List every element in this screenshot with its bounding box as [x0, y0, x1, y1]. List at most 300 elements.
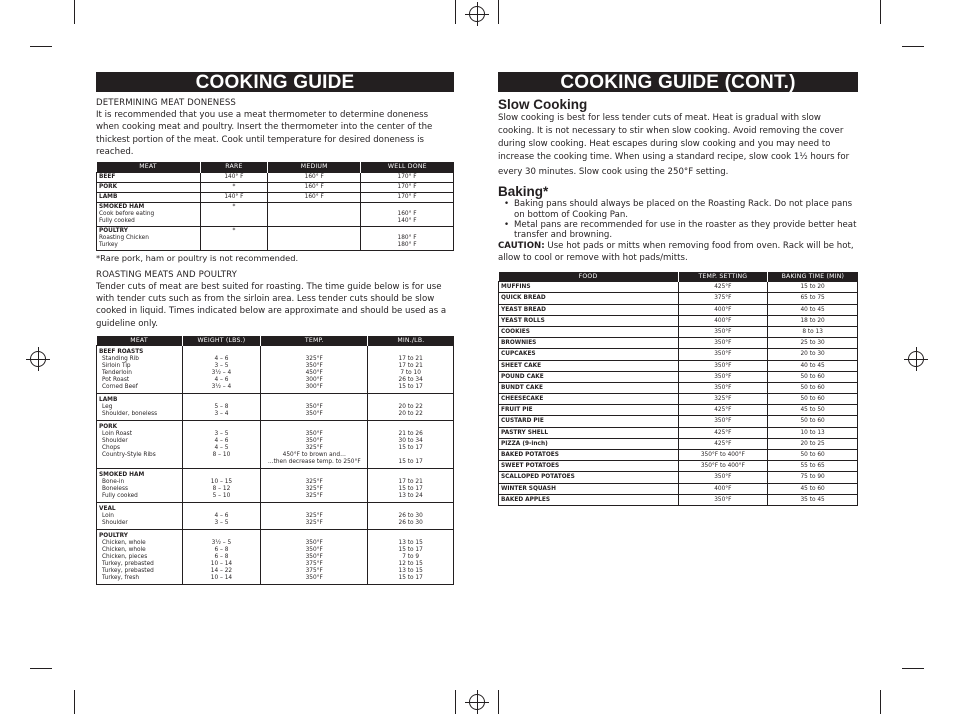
cell-line: 180° F: [397, 234, 417, 241]
cell-line: [370, 424, 451, 431]
right-page: [498, 72, 858, 506]
crop-mark: [74, 690, 75, 714]
cell-line: 140° F: [224, 173, 244, 180]
temp-cell: [261, 530, 368, 585]
cell-line: [203, 218, 266, 225]
item-name: Tenderloin: [102, 370, 132, 377]
baking-time-cell: 40 to 45: [768, 304, 858, 315]
cell-line: 14 – 22: [210, 568, 233, 575]
cell-line: 325°F: [305, 486, 323, 493]
cell-line: Roasting Chicken: [99, 234, 149, 241]
meat-cell: [97, 346, 183, 394]
group-name: POULTRY: [99, 533, 128, 540]
min-per-lb-cell: [368, 530, 454, 585]
cell-line: 4 – 6: [214, 377, 229, 384]
roasting-text: Tender cuts of meat are best suited for roasting. The time guide below is for use with tender cuts such as from the sirloin area. Less tender cuts should be slow cooked in liquid. Times indicated below are approximate and should be used as a guideline only.: [96, 281, 447, 329]
cell-line: [270, 204, 358, 211]
cell-line: 170° F: [397, 173, 417, 180]
baking-time-cell: 35 to 45: [768, 494, 858, 505]
temp-setting-cell: 350°F: [678, 382, 768, 393]
cell-line: 350°F: [305, 363, 323, 370]
column-header: MEDIUM: [268, 162, 361, 172]
item-name: Standing Rib: [102, 356, 139, 363]
table-row: [499, 382, 858, 393]
item-name: Chicken, whole: [102, 540, 146, 547]
table-row: [499, 349, 858, 360]
temp-setting-cell: 350°F: [678, 371, 768, 382]
cell-line: 21 to 26: [398, 431, 423, 438]
baking-time-cell: 75 to 90: [768, 472, 858, 483]
item-name: Fully cooked: [102, 493, 138, 500]
food-cell: WINTER SQUASH: [499, 483, 679, 494]
temp-setting-cell: 350°F: [678, 349, 768, 360]
item-name: Loin: [102, 513, 114, 520]
food-cell: CUSTARD PIE: [499, 416, 679, 427]
item-name: Chicken, pieces: [102, 554, 148, 561]
group-name: SMOKED HAM: [99, 472, 145, 479]
meat-cell: [97, 394, 183, 421]
cell-line: 170° F: [397, 183, 417, 190]
cell-line: 7 to 10: [400, 370, 421, 377]
cell-line: 15 to 17: [398, 384, 423, 391]
baking-time-cell: 15 to 20: [768, 282, 858, 293]
baking-time-cell: 20 to 25: [768, 438, 858, 449]
cell-line: 26 to 34: [398, 377, 423, 384]
cell-line: [185, 424, 259, 431]
food-cell: POUND CAKE: [499, 371, 679, 382]
cell-line: *: [232, 203, 236, 210]
food-cell: SHEET CAKE: [499, 360, 679, 371]
well-done-cell: [361, 192, 454, 202]
cell-line: 15 to 17: [398, 445, 423, 452]
cell-line: [263, 349, 365, 356]
item-name: Turkey, fresh: [102, 575, 140, 582]
weight-cell: [182, 394, 261, 421]
medium-cell: [268, 226, 361, 250]
cell-line: 160° F: [397, 210, 417, 217]
food-cell: PIZZA (9-inch): [499, 438, 679, 449]
page-title: COOKING GUIDE (CONT.): [498, 72, 858, 92]
cell-line: 160° F: [304, 193, 324, 200]
cell-line: 180° F: [397, 241, 417, 248]
table-row: [97, 394, 454, 421]
table-row: [97, 226, 454, 250]
crop-mark: [74, 0, 75, 24]
table-row: [499, 371, 858, 382]
table-row: [499, 483, 858, 494]
doneness-text: It is recommended that you use a meat thermometer to determine doneness when cooking meat and poultry. Insert the thermometer into the center of the thickest portion of the meat. Cook until temperature for desired doneness is reached.: [96, 110, 433, 157]
food-cell: SCALLOPED POTATOES: [499, 472, 679, 483]
cell-line: 26 to 30: [398, 513, 423, 520]
item-name: Bone-in: [102, 479, 125, 486]
table-row: [499, 416, 858, 427]
table-row: [499, 438, 858, 449]
cell-line: [203, 242, 266, 249]
table-row: [97, 192, 454, 202]
temp-setting-cell: 350°F: [678, 338, 768, 349]
cell-line: 15 to 17: [398, 575, 423, 582]
baking-time-cell: 50 to 60: [768, 371, 858, 382]
table-row: [97, 202, 454, 226]
temp-cell: [261, 503, 368, 530]
column-header: FOOD: [499, 272, 679, 282]
min-per-lb-cell: [368, 421, 454, 469]
temp-setting-cell: 350°F to 400°F: [678, 461, 768, 472]
cell-line: 15 to 17: [398, 486, 423, 493]
weight-cell: [182, 469, 261, 503]
table-row: [499, 326, 858, 337]
table-row: [97, 346, 454, 394]
crop-mark: [30, 668, 52, 669]
food-cell: BUNDT CAKE: [499, 382, 679, 393]
group-name: VEAL: [99, 506, 116, 513]
cell-line: 17 to 21: [398, 479, 423, 486]
table-row: [499, 315, 858, 326]
table-row: [97, 469, 454, 503]
cell-line: 160° F: [304, 183, 324, 190]
temp-cell: [261, 394, 368, 421]
cell-line: 4 – 6: [214, 356, 229, 363]
cell-line: 10 – 15: [210, 479, 233, 486]
column-header: MIN./LB.: [368, 336, 454, 346]
caution-text: [498, 240, 858, 265]
medium-cell: [268, 182, 361, 192]
group-name: PORK: [99, 424, 118, 431]
roasting-table: [96, 336, 454, 586]
table-row: [499, 461, 858, 472]
cell-line: 450°F to brown and…: [282, 452, 346, 459]
doneness-note: *Rare pork, ham or poultry is not recommended.: [96, 252, 299, 263]
cell-line: 350°F: [305, 404, 323, 411]
cell-line: 350°F: [305, 431, 323, 438]
cell-line: 325°F: [305, 479, 323, 486]
temp-cell: [261, 346, 368, 394]
meat-cell: [97, 202, 201, 226]
crop-mark: [902, 46, 924, 47]
meat-cell: [97, 192, 201, 202]
baking-bullet-list: [498, 199, 858, 240]
cell-line: [203, 211, 266, 218]
registration-mark-icon: [465, 690, 489, 714]
registration-mark-icon: [26, 347, 50, 371]
baking-time-cell: 10 to 13: [768, 427, 858, 438]
table-row: [499, 282, 858, 293]
item-name: Corned Beef: [102, 384, 138, 391]
baking-heading: Baking*: [498, 184, 549, 200]
table-row: [499, 394, 858, 405]
cell-line: 4 – 5: [214, 445, 229, 452]
temp-cell: [261, 469, 368, 503]
cell-line: 450°F: [305, 370, 323, 377]
min-per-lb-cell: [368, 394, 454, 421]
doneness-table: [96, 162, 454, 251]
food-cell: BAKED APPLES: [499, 494, 679, 505]
cell-line: Turkey: [99, 241, 118, 248]
cell-line: 12 to 15: [398, 561, 423, 568]
min-per-lb-cell: [368, 469, 454, 503]
cell-line: [370, 349, 451, 356]
cell-line: 375°F: [305, 568, 323, 575]
baking-time-cell: 65 to 75: [768, 293, 858, 304]
column-header: MEAT: [97, 336, 183, 346]
cell-line: 5 – 8: [214, 404, 229, 411]
column-header: TEMP.: [261, 336, 368, 346]
table-row: [97, 530, 454, 585]
page-title: COOKING GUIDE: [96, 72, 454, 92]
table-row: [97, 421, 454, 469]
cell-line: 6 – 8: [214, 554, 229, 561]
item-name: Pot Roast: [102, 377, 130, 384]
cell-line: 140° F: [397, 217, 417, 224]
group-name: LAMB: [99, 397, 118, 404]
cell-line: 30 to 34: [398, 438, 423, 445]
temp-setting-cell: 350°F: [678, 360, 768, 371]
food-cell: YEAST ROLLS: [499, 315, 679, 326]
cell-line: [370, 472, 451, 479]
cell-line: [263, 424, 365, 431]
temp-setting-cell: 350°F to 400°F: [678, 450, 768, 461]
cell-line: 17 to 21: [398, 363, 423, 370]
weight-cell: [182, 530, 261, 585]
temp-setting-cell: 350°F: [678, 494, 768, 505]
meat-cell: [97, 421, 183, 469]
cell-line: [185, 506, 259, 513]
cell-line: 8 – 10: [212, 452, 231, 459]
baking-time-cell: 50 to 60: [768, 416, 858, 427]
baking-bullet: • Baking pans should always be placed on the Roasting Rack. Do not place pans on bottom of Cooking Pan.: [498, 199, 858, 219]
baking-time-cell: 8 to 13: [768, 326, 858, 337]
baking-time-cell: 40 to 45: [768, 360, 858, 371]
temp-setting-cell: 425°F: [678, 438, 768, 449]
meat-cell: [97, 182, 201, 192]
item-name: Chops: [102, 445, 120, 452]
cell-line: 3 – 5: [214, 431, 229, 438]
temp-setting-cell: 400°F: [678, 483, 768, 494]
cell-line: 26 to 30: [398, 520, 423, 527]
cell-line: 350°F: [305, 575, 323, 582]
meat-cell: [97, 503, 183, 530]
cell-line: [363, 204, 451, 211]
cell-line: 300°F: [305, 384, 323, 391]
fold-mark: [455, 690, 456, 714]
cell-line: 13 to 15: [398, 540, 423, 547]
column-header: TEMP. SETTING: [678, 272, 768, 282]
cell-line: LAMB: [99, 193, 118, 200]
cell-line: 3½ – 4: [211, 370, 232, 377]
food-cell: BROWNIES: [499, 338, 679, 349]
baking-time-cell: 25 to 30: [768, 338, 858, 349]
cell-line: [270, 218, 358, 225]
cell-line: 10 – 14: [210, 575, 233, 582]
cell-line: 3 – 5: [214, 363, 229, 370]
meat-cell: [97, 226, 201, 250]
cell-line: 7 to 9: [402, 554, 420, 561]
temp-setting-cell: 425°F: [678, 282, 768, 293]
item-name: Turkey, prebasted: [102, 561, 154, 568]
cell-line: 325°F: [305, 513, 323, 520]
cell-line: 20 to 22: [398, 404, 423, 411]
temp-setting-cell: 375°F: [678, 293, 768, 304]
item-name: Turkey, prebasted: [102, 568, 154, 575]
cell-line: [263, 506, 365, 513]
cell-line: 325°F: [305, 356, 323, 363]
temp-setting-cell: 350°F: [678, 416, 768, 427]
well-done-cell: [361, 202, 454, 226]
weight-cell: [182, 421, 261, 469]
cell-line: [370, 452, 451, 459]
cell-line: [270, 242, 358, 249]
table-row: [499, 293, 858, 304]
cell-line: Fully cooked: [99, 217, 135, 224]
caution-body: Use hot pads or mitts when removing food from oven. Rack will be hot, allow to cool or remove with hot pads/mitts.: [498, 241, 854, 264]
cell-line: 10 – 14: [210, 561, 233, 568]
cell-line: 375°F: [305, 561, 323, 568]
table-row: [499, 472, 858, 483]
registration-mark-icon: [465, 2, 489, 26]
cell-line: 300°F: [305, 377, 323, 384]
column-header: RARE: [200, 162, 268, 172]
temp-setting-cell: 350°F: [678, 472, 768, 483]
cell-line: [185, 349, 259, 356]
item-name: Sirloin Tip: [102, 363, 131, 370]
cell-line: 325°F: [305, 493, 323, 500]
table-row: [97, 503, 454, 530]
cell-line: [270, 228, 358, 235]
cell-line: 160° F: [304, 173, 324, 180]
rare-cell: [200, 192, 268, 202]
cell-line: 15 to 17: [398, 547, 423, 554]
cell-line: 8 – 12: [212, 486, 231, 493]
well-done-cell: [361, 182, 454, 192]
slow-cooking-heading: Slow Cooking: [498, 97, 588, 112]
baking-table: [498, 272, 858, 506]
meat-cell: [97, 469, 183, 503]
item-name: Loin Roast: [102, 431, 132, 438]
cell-line: 13 to 24: [398, 493, 423, 500]
medium-cell: [268, 172, 361, 182]
cell-line: 15 to 17: [398, 459, 423, 466]
food-cell: CHEESECAKE: [499, 394, 679, 405]
cell-line: 6 – 8: [214, 547, 229, 554]
baking-time-cell: 18 to 20: [768, 315, 858, 326]
temp-setting-cell: 425°F: [678, 427, 768, 438]
cell-line: 350°F: [305, 554, 323, 561]
cell-line: …then decrease temp. to 250°F: [267, 459, 361, 466]
cell-line: 20 to 22: [398, 411, 423, 418]
cell-line: 350°F: [305, 411, 323, 418]
item-name: Boneless: [102, 486, 128, 493]
cell-line: [370, 397, 451, 404]
item-name: Chicken, whole: [102, 547, 146, 554]
registration-mark-icon: [904, 347, 928, 371]
column-header: WELL DONE: [361, 162, 454, 172]
cell-line: 325°F: [305, 520, 323, 527]
cell-line: 350°F: [305, 438, 323, 445]
cell-line: PORK: [99, 183, 118, 190]
temp-setting-cell: 325°F: [678, 394, 768, 405]
cell-line: [185, 397, 259, 404]
food-cell: FRUIT PIE: [499, 405, 679, 416]
table-row: [499, 360, 858, 371]
well-done-cell: [361, 172, 454, 182]
cell-line: [203, 235, 266, 242]
food-cell: COOKIES: [499, 326, 679, 337]
crop-mark: [902, 668, 924, 669]
temp-setting-cell: 350°F: [678, 326, 768, 337]
min-per-lb-cell: [368, 346, 454, 394]
slow-cooking-text-end: every 30 minutes. Slow cook using the 250°F setting.: [498, 167, 729, 177]
cell-line: 350°F: [305, 540, 323, 547]
cell-line: [263, 397, 365, 404]
cell-line: 170° F: [397, 193, 417, 200]
food-cell: CUPCAKES: [499, 349, 679, 360]
cell-line: [270, 235, 358, 242]
cell-line: [270, 211, 358, 218]
item-name: Country-Style Ribs: [102, 452, 156, 459]
cell-line: [263, 472, 365, 479]
crop-mark: [30, 46, 52, 47]
slow-cooking-text: Slow cooking is best for less tender cuts of meat. Heat is gradual with slow cooking. It is not necessary to stir when slow cooking. Avoid removing the cover during slow cooking. Heat escapes during slow cooking and you may need to increase the cooking time. When using a standard recipe, slow cook 1½ hours for: [498, 113, 850, 162]
cell-line: 140° F: [224, 193, 244, 200]
cell-line: *: [232, 183, 236, 190]
left-page: [96, 72, 454, 585]
column-header: WEIGHT (LBS.): [182, 336, 261, 346]
cell-line: 3 – 5: [214, 520, 229, 527]
cell-line: SMOKED HAM: [99, 203, 145, 210]
cell-line: 13 to 15: [398, 568, 423, 575]
fold-mark: [498, 0, 499, 24]
food-cell: SWEET POTATOES: [499, 461, 679, 472]
cell-line: [185, 472, 259, 479]
cell-line: 350°F: [305, 547, 323, 554]
temp-setting-cell: 425°F: [678, 405, 768, 416]
baking-time-cell: 50 to 60: [768, 450, 858, 461]
food-cell: BAKED POTATOES: [499, 450, 679, 461]
baking-time-cell: 50 to 60: [768, 394, 858, 405]
baking-bullet: • Metal pans are recommended for use in the roaster as they provide better heat transfer and browning.: [498, 220, 858, 240]
cell-line: POULTRY: [99, 227, 128, 234]
cell-line: Cook before eating: [99, 210, 155, 217]
temp-setting-cell: 400°F: [678, 304, 768, 315]
cell-line: 3 – 4: [214, 411, 229, 418]
doneness-heading: DETERMINING MEAT DONENESS: [96, 98, 236, 108]
fold-mark: [455, 0, 456, 24]
baking-time-cell: 45 to 50: [768, 405, 858, 416]
baking-time-cell: 20 to 30: [768, 349, 858, 360]
food-cell: YEAST BREAD: [499, 304, 679, 315]
cell-line: [370, 533, 451, 540]
weight-cell: [182, 346, 261, 394]
temp-cell: [261, 421, 368, 469]
well-done-cell: [361, 226, 454, 250]
temp-setting-cell: 400°F: [678, 315, 768, 326]
table-row: [499, 338, 858, 349]
column-header: BAKING TIME (MIN): [768, 272, 858, 282]
baking-time-cell: 55 to 65: [768, 461, 858, 472]
medium-cell: [268, 202, 361, 226]
item-name: [99, 459, 180, 466]
cell-line: [363, 228, 451, 235]
table-row: [499, 450, 858, 461]
item-name: Shoulder: [102, 520, 128, 527]
fold-mark: [498, 690, 499, 714]
min-per-lb-cell: [368, 503, 454, 530]
rare-cell: [200, 202, 268, 226]
cell-line: [263, 533, 365, 540]
rare-cell: [200, 182, 268, 192]
roasting-heading: ROASTING MEATS AND POULTRY: [96, 269, 238, 280]
table-row: [499, 304, 858, 315]
